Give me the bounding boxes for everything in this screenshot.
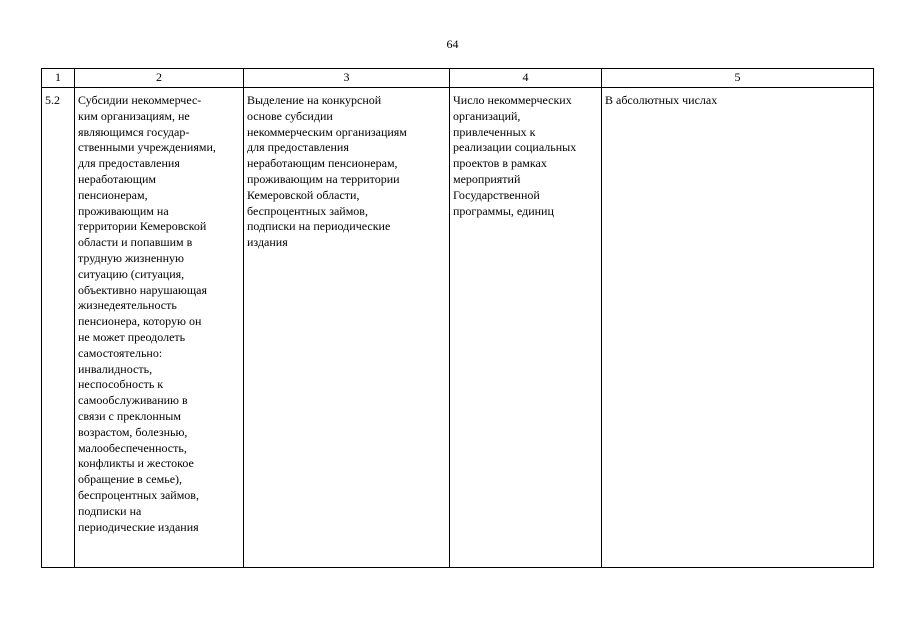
column-header-2: 2 — [75, 69, 244, 88]
text-line: организаций, — [453, 108, 521, 123]
text-line: периодические издания — [78, 519, 199, 534]
text-line: проживающим на территории — [247, 171, 400, 186]
text-line: издания — [247, 235, 288, 250]
text-line: конфликты и жестокое — [78, 456, 194, 471]
column-header-4: 4 — [450, 69, 602, 88]
text-line: неработающим — [78, 171, 156, 186]
table-row — [42, 88, 874, 568]
text-line: Государственной — [453, 187, 540, 202]
text-line: трудную жизненную — [78, 250, 184, 265]
text-line: для предоставления — [247, 140, 349, 155]
text-line: мероприятий — [453, 171, 521, 186]
subsidy-name-cell — [75, 88, 244, 568]
text-line: беспроцентных займов, — [247, 203, 368, 218]
page-number: 64 — [446, 37, 459, 51]
text-line: В абсолютных числах — [605, 93, 718, 107]
text-line: некоммерческим организациям — [247, 124, 407, 139]
text-line: беспроцентных займов, — [78, 487, 199, 502]
measure-description-cell — [244, 88, 450, 568]
column-header-3: 3 — [244, 69, 450, 88]
text-line: Субсидии некоммерчес- — [78, 93, 202, 107]
column-header-1: 1 — [42, 69, 75, 88]
text-line: ким организациям, не — [78, 108, 190, 123]
text-line: объективно нарушающая — [78, 282, 207, 297]
text-line: основе субсидии — [247, 108, 333, 123]
text-line: программы, единиц — [453, 203, 554, 218]
text-line: привлеченных к — [453, 124, 536, 139]
text-line: неспособность к — [78, 377, 164, 392]
text-line: проживающим на — [78, 203, 169, 218]
text-line: реализации социальных — [453, 140, 577, 155]
text-line: ственными учреждениями, — [78, 140, 216, 155]
text-line: не может преодолеть — [78, 329, 186, 344]
text-line: ситуацию (ситуация, — [78, 266, 185, 281]
row-number-cell: 5.2 — [42, 88, 75, 568]
text-line: области и попавшим в — [78, 235, 193, 250]
text-line: жизнедеятельность — [78, 298, 177, 313]
text-line: подписки на периодические — [247, 219, 391, 234]
text-line: пенсионерам, — [78, 187, 148, 202]
text-line: Выделение на конкурсной — [247, 93, 382, 107]
text-line: инвалидность, — [78, 361, 153, 376]
text-line: обращение в семье), — [78, 472, 183, 487]
text-line: малообеспеченность, — [78, 440, 187, 455]
column-header-5: 5 — [602, 69, 874, 88]
text-line: Число некоммерческих — [453, 93, 572, 107]
text-line: подписки на — [78, 503, 142, 518]
text-line: для предоставления — [78, 156, 180, 171]
indicator-name-cell — [450, 88, 602, 568]
table-header-row — [42, 69, 874, 88]
text-line: территории Кемеровской — [78, 219, 207, 234]
text-line: Кемеровской области, — [247, 187, 360, 202]
text-line: пенсионера, которую он — [78, 314, 202, 329]
text-line: связи с преклонным — [78, 408, 181, 423]
text-line: самостоятельно: — [78, 345, 163, 360]
indicators-table — [41, 68, 874, 568]
text-line: неработающим пенсионерам, — [247, 156, 398, 171]
measurement-unit-cell — [602, 88, 874, 568]
text-line: возрастом, болезнью, — [78, 424, 188, 439]
text-line: самообслуживанию в — [78, 393, 188, 408]
text-line: проектов в рамках — [453, 156, 547, 171]
text-line: являющимся государ- — [78, 124, 190, 139]
